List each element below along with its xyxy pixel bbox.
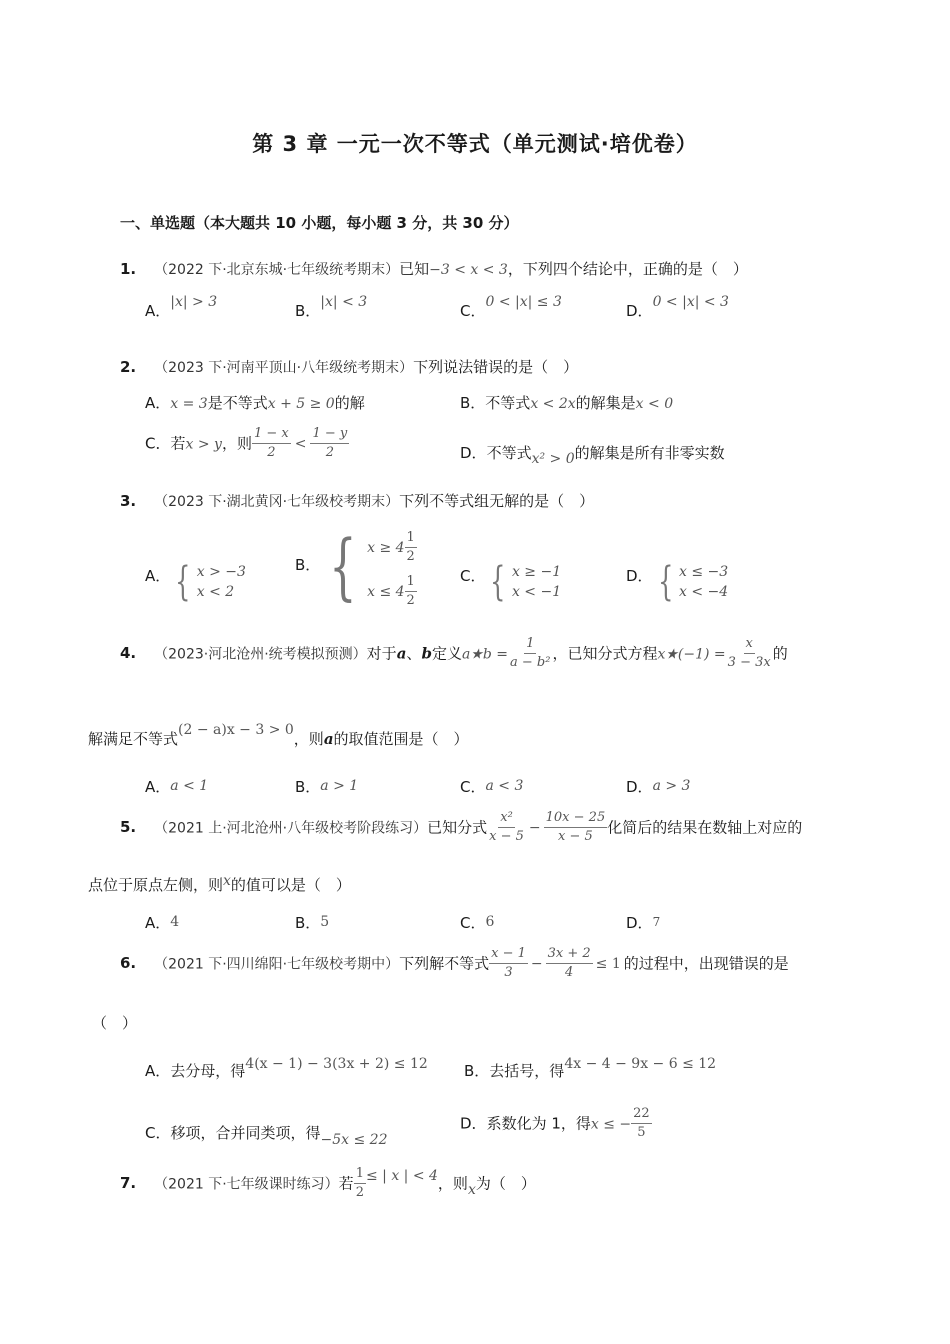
inequality-row: x < −4: [679, 584, 729, 600]
option-math: −5x ≤ 22: [320, 1132, 388, 1148]
question-text: ，下列四个结论中，正确的是（ ）: [507, 260, 748, 278]
fraction-numerator: 1: [405, 574, 417, 592]
option-a[interactable]: [145, 392, 365, 413]
option-label: D．: [626, 778, 653, 796]
question-source: （2021 下·四川绵阳·七年级校考期中）: [154, 956, 400, 973]
math-expression: ≤ | x | < 4: [365, 1168, 438, 1185]
question-number: 2.: [120, 358, 137, 376]
option-label: C．: [460, 914, 486, 932]
option-label: D．: [626, 566, 653, 585]
fraction-numerator: 1 − x: [252, 426, 291, 444]
inequality-text: x ≤ 4: [367, 583, 405, 600]
fraction-denominator: 5: [637, 1125, 646, 1141]
question-2: [120, 356, 578, 377]
question-text: ，已知分式方程: [552, 644, 658, 663]
question-text: 为（ ）: [475, 1174, 536, 1193]
fraction-denominator: 4: [565, 965, 574, 981]
variable: a: [396, 644, 407, 663]
math-operator: −: [530, 956, 543, 973]
section-heading: 一、单选题（本大题共 10 小题，每小题 3 分，共 30 分）: [120, 214, 519, 232]
fraction-numerator: 1: [524, 636, 536, 654]
option-text: 去括号，得: [489, 1062, 565, 1080]
math-operator: −: [528, 820, 541, 837]
option-math: x² > 0: [531, 451, 575, 467]
question-source: （2023·河北沧州·统考模拟预测）: [154, 646, 367, 663]
option-d[interactable]: [460, 1106, 652, 1142]
inequality-text: x ≥ 4: [367, 539, 405, 556]
option-math: |x| < 3: [320, 294, 368, 310]
option-text: 不等式: [486, 444, 532, 462]
option-math: |x| > 3: [170, 294, 218, 310]
option-label: D．: [460, 1114, 487, 1133]
option-math: 4x − 4 − 9x − 6 ≤ 12: [564, 1056, 717, 1072]
option-label: B．: [295, 556, 321, 574]
inequality-system: [170, 559, 246, 605]
option-math: x < 0: [635, 396, 674, 412]
option-b[interactable]: [295, 294, 368, 321]
variable: a: [323, 730, 334, 748]
question-text: ，则: [293, 730, 324, 748]
fraction: [405, 574, 417, 610]
question-number: 1.: [120, 260, 137, 278]
option-d[interactable]: [626, 776, 690, 797]
fraction-numerator: x: [744, 636, 755, 654]
option-text: 去分母，得: [170, 1062, 246, 1080]
option-text: 移项，合并同类项，得: [170, 1124, 321, 1142]
question-number: 5.: [120, 818, 137, 837]
math-operator: <: [294, 436, 307, 453]
brace-icon: {: [490, 559, 506, 605]
option-math: 5: [320, 914, 330, 930]
math-expression: ≤ 1: [595, 956, 621, 973]
option-b[interactable]: [295, 524, 417, 609]
inequality-row: [367, 530, 417, 566]
fraction: [354, 1166, 366, 1202]
fraction: [544, 810, 608, 846]
option-c[interactable]: [145, 1122, 388, 1148]
inequality-row: x < −1: [511, 584, 562, 600]
fraction: [487, 810, 526, 846]
option-math: 0 < |x| < 3: [652, 294, 729, 310]
question-6: [120, 946, 789, 982]
question-text: 定义: [431, 644, 462, 663]
option-label: A．: [145, 778, 171, 796]
option-math: x < 2x: [530, 396, 576, 412]
question-6-line-2: （ ）: [92, 1014, 138, 1032]
option-label: D．: [460, 444, 487, 462]
option-text: 不等式: [485, 394, 531, 412]
option-text: 是不等式: [207, 394, 268, 412]
option-math: x > y: [185, 436, 222, 453]
fraction-numerator: 1: [405, 530, 417, 548]
inequality-row: x > −3: [196, 564, 246, 580]
option-d[interactable]: [460, 442, 725, 467]
option-d[interactable]: [626, 559, 729, 605]
option-c[interactable]: [460, 912, 494, 933]
fraction: [508, 636, 552, 672]
fraction-numerator: 22: [631, 1106, 652, 1124]
option-math: a < 3: [485, 778, 524, 794]
question-text: 下列解不等式: [399, 954, 490, 973]
fraction-denominator: 2: [406, 592, 415, 608]
fraction-denominator: a − b²: [510, 655, 551, 671]
option-math: a > 1: [320, 778, 359, 794]
option-math: 6: [485, 914, 495, 930]
question-text: 已知: [399, 260, 430, 278]
option-b[interactable]: [295, 912, 329, 933]
option-text: 的解集是: [575, 394, 636, 412]
option-text: 系数化为 1，得: [486, 1114, 591, 1133]
question-text: 的过程中，出现错误的是: [623, 954, 789, 973]
option-math: x + 5 ≥ 0: [267, 396, 335, 412]
fraction-denominator: x − 5: [489, 829, 524, 845]
fraction-denominator: 2: [406, 549, 415, 565]
question-4: [120, 636, 788, 672]
question-text: 的值可以是（ ）: [230, 876, 351, 894]
inequality-system: [485, 559, 562, 605]
option-label: B．: [295, 914, 321, 932]
option-a[interactable]: [145, 294, 218, 321]
question-number: 4.: [120, 644, 137, 663]
question-4-line-2: [88, 718, 469, 748]
option-a[interactable]: [145, 559, 246, 605]
option-label: C．: [145, 434, 171, 453]
question-7: [120, 1166, 536, 1202]
option-label: C．: [460, 778, 486, 796]
question-source: （2021 上·河北沧州·八年级校考阶段练习）: [154, 820, 428, 837]
fraction-numerator: 1 − y: [310, 426, 349, 444]
inequality-row: [367, 574, 417, 610]
fraction-numerator: 10x − 25: [544, 810, 608, 828]
fraction: [310, 426, 349, 462]
fraction: [405, 530, 417, 566]
question-text: 若: [338, 1174, 354, 1193]
inequality-row: x < 2: [196, 584, 235, 600]
question-number: 7.: [120, 1174, 137, 1193]
option-text: 若: [170, 434, 186, 453]
option-c[interactable]: [460, 776, 523, 797]
option-label: A．: [145, 914, 171, 932]
fraction-denominator: 2: [325, 445, 334, 461]
option-label: B．: [464, 1062, 490, 1080]
option-label: A．: [145, 566, 171, 585]
option-label: C．: [460, 566, 486, 585]
question-5: [120, 810, 802, 846]
option-text: 的解: [334, 394, 365, 412]
option-math: x = 3: [170, 396, 208, 412]
option-label: C．: [460, 302, 486, 320]
question-text: 、: [406, 644, 422, 663]
option-c[interactable]: [460, 559, 562, 605]
variable: b: [421, 644, 432, 663]
math-expression: (2 − a)x − 3 > 0: [178, 722, 294, 738]
variable: x: [467, 1182, 476, 1199]
option-label: C．: [145, 1124, 171, 1142]
option-math: x ≤ −: [590, 1116, 632, 1133]
fraction-numerator: 1: [354, 1166, 366, 1184]
question-source: （2023 下·湖北黄冈·七年级校考期末）: [154, 494, 400, 510]
option-math: a < 1: [170, 778, 209, 794]
option-c[interactable]: [460, 294, 562, 321]
option-label: D．: [626, 302, 653, 320]
option-b[interactable]: [464, 1056, 717, 1081]
brace-icon: {: [657, 559, 673, 605]
fraction-denominator: 2: [355, 1185, 364, 1201]
question-text: 解满足不等式: [88, 730, 179, 748]
math-expression: a★b =: [461, 646, 508, 663]
variable: x: [223, 873, 231, 889]
question-text: 的: [772, 644, 788, 663]
option-label: A．: [145, 302, 171, 320]
option-label: B．: [460, 394, 486, 412]
option-b[interactable]: [460, 392, 673, 413]
inequality-row: x ≥ −1: [511, 564, 562, 580]
option-label: A．: [145, 1062, 171, 1080]
option-label: B．: [295, 302, 321, 320]
option-a[interactable]: [145, 1056, 428, 1081]
question-text: 已知分式: [427, 818, 488, 837]
inequality-system: [653, 559, 729, 605]
question-3: [120, 490, 594, 511]
fraction: [252, 426, 291, 462]
question-text: 化简后的结果在数轴上对应的: [607, 818, 803, 837]
option-text: 的解集是所有非零实数: [574, 444, 725, 462]
question-source: （2023 下·河南平顶山·八年级统考期末）: [154, 360, 414, 376]
option-math: 4: [170, 914, 180, 930]
question-text: 对于: [366, 644, 397, 663]
fraction: [726, 636, 773, 672]
option-d[interactable]: [626, 912, 660, 933]
math-expression: x★(−1) =: [657, 646, 726, 663]
option-math: a > 3: [652, 778, 691, 794]
option-text: ，则: [221, 434, 252, 453]
option-a[interactable]: [145, 776, 208, 797]
fraction: [489, 946, 528, 982]
question-1: [120, 258, 748, 279]
fraction-denominator: 3 − 3x: [727, 655, 771, 671]
fraction-denominator: 3: [504, 965, 513, 981]
fraction-numerator: 3x + 2: [546, 946, 593, 964]
question-text: 点位于原点左侧，则: [88, 876, 224, 894]
fraction-denominator: x − 5: [558, 829, 593, 845]
question-text: 下列不等式组无解的是（ ）: [399, 492, 595, 510]
option-label: A．: [145, 394, 171, 412]
option-math: 0 < |x| ≤ 3: [485, 294, 562, 310]
option-a[interactable]: [145, 912, 179, 933]
question-number: 6.: [120, 954, 137, 973]
fraction: [631, 1106, 652, 1142]
question-5-line-2: [88, 874, 351, 895]
math-expression: −3 < x < 3: [429, 262, 508, 278]
question-text: 的取值范围是（ ）: [333, 730, 469, 748]
question-source: （2021 下·七年级课时练习）: [154, 1176, 339, 1193]
option-math: 7: [652, 915, 661, 929]
option-label: D．: [626, 914, 653, 932]
fraction-numerator: x − 1: [489, 946, 528, 964]
question-text: 下列说法错误的是（ ）: [413, 358, 579, 376]
option-d[interactable]: [626, 294, 729, 321]
inequality-row: x ≤ −3: [679, 564, 729, 580]
fraction-numerator: x²: [498, 810, 515, 828]
option-b[interactable]: [295, 776, 358, 797]
question-text: ，则: [437, 1174, 468, 1193]
brace-icon: {: [329, 524, 357, 608]
question-source: （2022 下·北京东城·七年级统考期末）: [154, 262, 400, 278]
brace-icon: {: [175, 559, 191, 605]
option-c[interactable]: [145, 426, 349, 462]
inequality-system: [320, 524, 417, 609]
question-number: 3.: [120, 492, 137, 510]
option-label: B．: [295, 778, 321, 796]
fraction-denominator: 2: [267, 445, 276, 461]
fraction: [546, 946, 593, 982]
option-math: 4(x − 1) − 3(3x + 2) ≤ 12: [245, 1056, 428, 1072]
page-title: 第 3 章 一元一次不等式（单元测试·培优卷）: [252, 132, 698, 156]
